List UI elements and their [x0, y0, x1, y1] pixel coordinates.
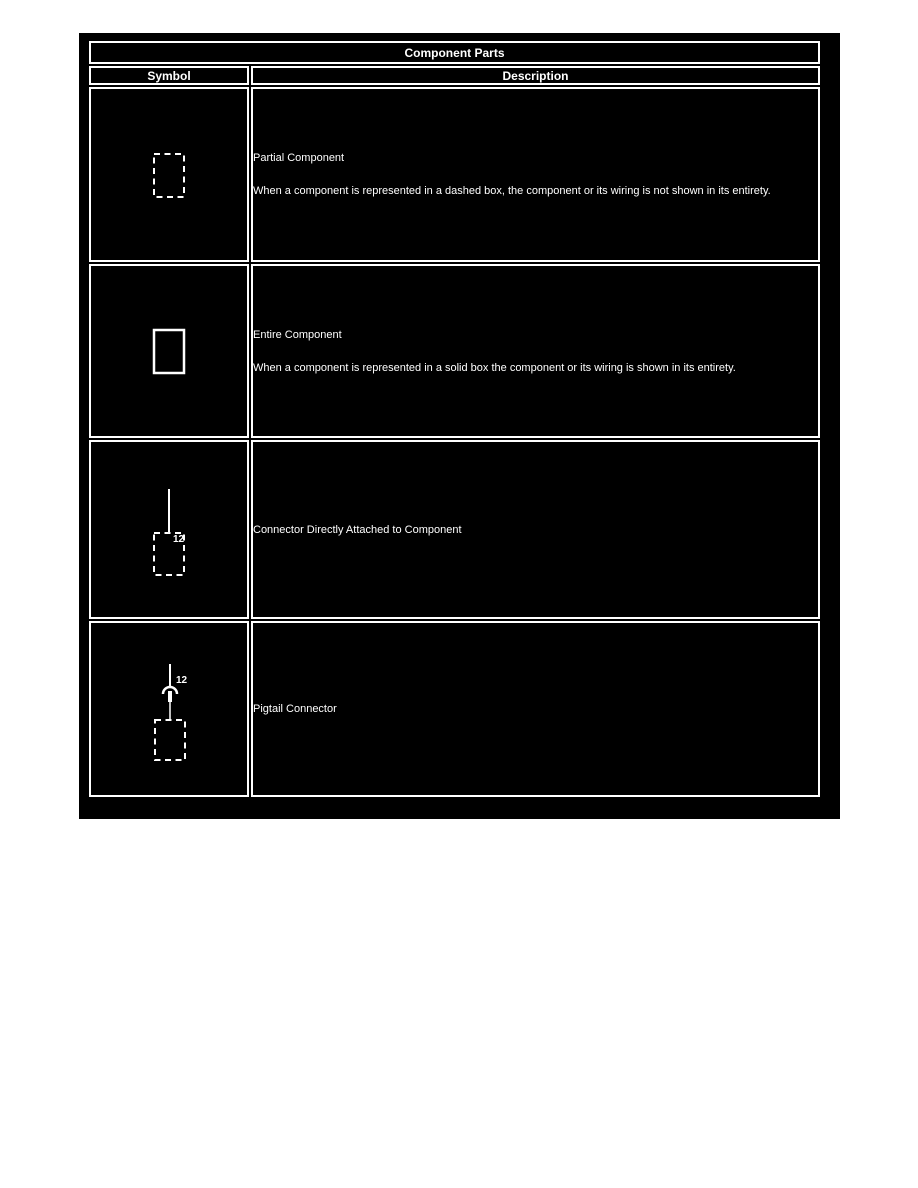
- column-header-description: Description: [251, 66, 820, 85]
- symbol-cell-attached-connector: [89, 440, 249, 619]
- description-cell: [251, 440, 820, 619]
- solid-box-symbol: [147, 328, 191, 375]
- symbol-cell-partial-component: [89, 87, 249, 262]
- pin-number-label: 12: [176, 675, 188, 686]
- component-parts-table-container: [79, 33, 840, 819]
- pin-number-label: 12: [173, 534, 185, 545]
- attached-connector-symbol: [137, 488, 201, 578]
- description-heading: Connector Directly Attached to Component: [253, 523, 462, 536]
- column-header-symbol: Symbol: [89, 66, 249, 85]
- description-cell: [251, 87, 820, 262]
- description-cell: [251, 264, 820, 438]
- pigtail-connector-icon: [137, 664, 201, 761]
- table-row: [89, 87, 820, 262]
- symbol-cell-entire-component: [89, 264, 249, 438]
- table-title: Component Parts: [89, 41, 820, 64]
- table-row: [89, 264, 820, 438]
- description-heading: Partial Component: [253, 152, 345, 164]
- description-heading: Entire Component: [253, 328, 342, 341]
- symbol-cell-pigtail-connector: [89, 621, 249, 797]
- dashed-box-symbol: [147, 152, 191, 199]
- connector-attached-icon: [137, 488, 201, 578]
- table-row: [89, 440, 820, 619]
- entire-component-solid-box-icon: [147, 328, 191, 375]
- component-parts-table: [87, 39, 822, 799]
- description-body: When a component is represented in a dashed box, the component or its wiring is not shown in its entirety.: [253, 185, 771, 197]
- description-heading: Pigtail Connector: [253, 703, 337, 715]
- table-row: [89, 621, 820, 797]
- partial-component-dashed-box-icon: [147, 152, 191, 199]
- description-cell: [251, 621, 820, 797]
- pigtail-connector-symbol: [137, 664, 201, 761]
- description-body: When a component is represented in a solid box the component or its wiring is shown in its entirety.: [253, 361, 736, 374]
